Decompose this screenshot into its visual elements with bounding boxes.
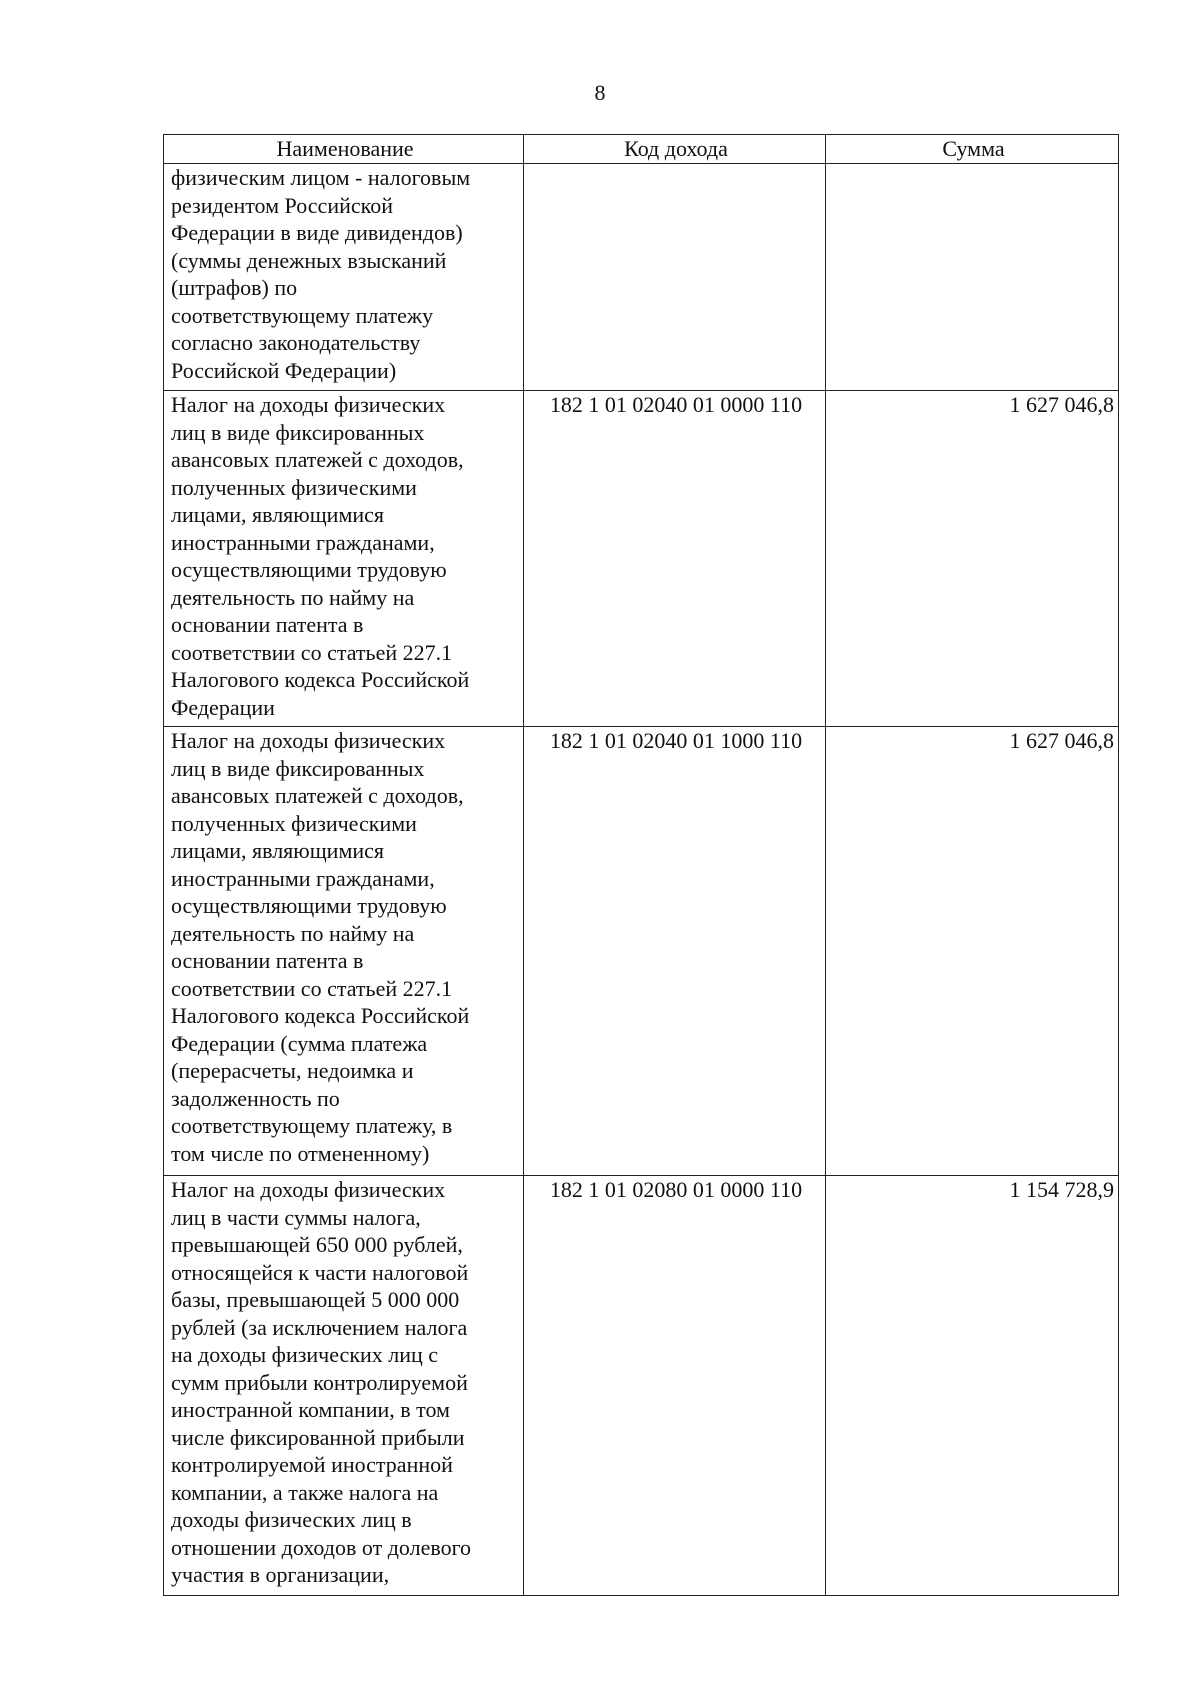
table-row (164, 391, 1119, 727)
table-header-row (164, 135, 1119, 164)
page-number: 8 (594, 80, 606, 105)
row-code-cell: 182 1 01 02040 01 0000 110 (524, 391, 826, 727)
row-code-cell: 182 1 01 02080 01 0000 110 (524, 1176, 826, 1596)
table-row (164, 164, 1119, 391)
row-code-cell (524, 164, 826, 391)
row-sum-cell: 1 154 728,9 (826, 1176, 1119, 1596)
header-name: Наименование (164, 135, 524, 164)
header-code: Код дохода (524, 135, 826, 164)
row-sum-cell: 1 627 046,8 (826, 727, 1119, 1176)
row-name-cell: Налог на доходы физических лиц в части суммы налога, превышающей 650 000 рублей, относящейся к части налоговой базы, превышающей 5 000 000 рублей (за исключением налога на доходы физических лиц с сумм прибыли контролируемой иностранной компании, в том числе фиксированной прибыли контролируемой иностранной компании, а также налога на доходы физических лиц в отношении доходов от долевого участия в организации, (164, 1176, 524, 1596)
row-name-cell: Налог на доходы физических лиц в виде фиксированных авансовых платежей с доходов, полученных физическими лицами, являющимися иностранными гражданами, осуществляющими трудовую деятельность по найму на основании патента в соответствии со статьей 227.1 Налогового кодекса Российской Федерации (сумма платежа (перерасчеты, недоимка и задолженность по соответствующему платежу, в том числе по отмененному) (164, 727, 524, 1176)
row-sum-cell: 1 627 046,8 (826, 391, 1119, 727)
row-code-cell: 182 1 01 02040 01 1000 110 (524, 727, 826, 1176)
row-name-cell: физическим лицом - налоговым резидентом Российской Федерации в виде дивидендов) (суммы денежных взысканий (штрафов) по соответствующему платежу согласно законодательству Российской Федерации) (164, 164, 524, 391)
income-table (163, 134, 1119, 1596)
header-sum: Сумма (826, 135, 1119, 164)
row-sum-cell (826, 164, 1119, 391)
table-row (164, 727, 1119, 1176)
row-name-cell: Налог на доходы физических лиц в виде фиксированных авансовых платежей с доходов, полученных физическими лицами, являющимися иностранными гражданами, осуществляющими трудовую деятельность по найму на основании патента в соответствии со статьей 227.1 Налогового кодекса Российской Федерации (164, 391, 524, 727)
table-row (164, 1176, 1119, 1596)
